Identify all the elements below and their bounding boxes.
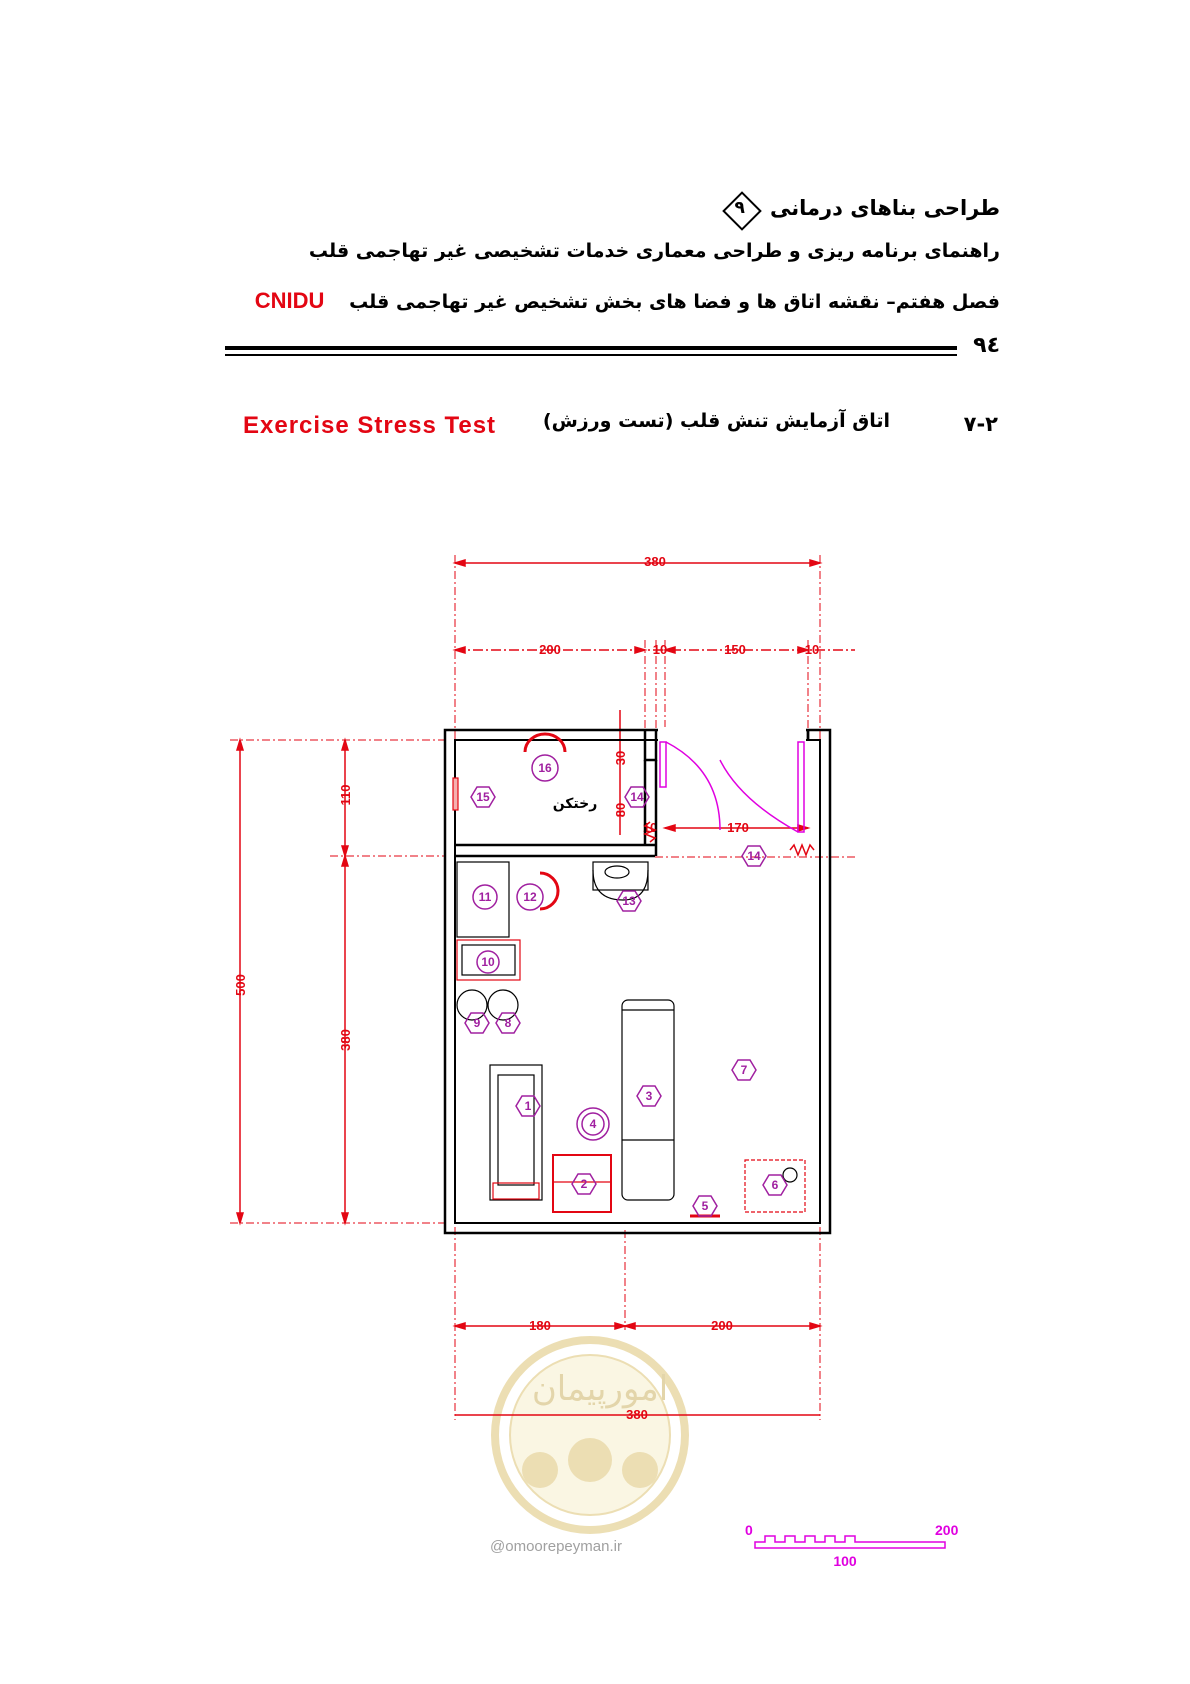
dim-bottom-total: 380 <box>626 1407 648 1422</box>
tag-15: 15 <box>476 790 490 804</box>
tag-8: 8 <box>504 1016 512 1030</box>
guide-title: راهنمای برنامه ریزی و طراحی معماری خدمات تشخیصی غیر تهاجمی قلب <box>308 240 1000 262</box>
walls <box>445 730 830 1233</box>
doors <box>660 742 804 832</box>
book-title-text: طراحی بناهای درمانی <box>770 196 1000 220</box>
tag-10: 10 <box>481 955 495 969</box>
dim-left-500: 500 <box>233 974 248 996</box>
tag-13: 13 <box>622 894 636 908</box>
tag-1: 1 <box>524 1099 532 1113</box>
dim-inner-10: 10 <box>642 820 658 835</box>
tag-2: 2 <box>580 1177 588 1191</box>
tag-16: 16 <box>538 761 552 775</box>
tag-14b: 14 <box>747 849 761 863</box>
section-title-fa: اتاق آزمایش تنش قلب (تست ورزش) <box>542 410 890 432</box>
scale-mid: 100 <box>833 1553 857 1569</box>
dim-top-10b: 10 <box>804 642 820 657</box>
watermark-text: امورپیمان <box>531 1369 669 1409</box>
tag-14a: 14 <box>630 790 644 804</box>
scale-end: 200 <box>935 1522 959 1538</box>
extension-lines <box>230 555 855 1420</box>
tag-7: 7 <box>740 1063 748 1077</box>
tag-3: 3 <box>645 1089 653 1103</box>
dim-left-380: 380 <box>338 1029 353 1051</box>
scale-start: 0 <box>745 1522 753 1538</box>
dim-top-10a: 10 <box>652 642 668 657</box>
dim-left-110: 110 <box>338 784 353 806</box>
dimension-lines <box>237 560 855 1415</box>
dim-top-total: 380 <box>644 554 666 569</box>
page-number: ۹٤ <box>973 333 1000 358</box>
tag-11: 11 <box>478 890 492 904</box>
tag-12: 12 <box>523 890 537 904</box>
tag-4: 4 <box>589 1117 597 1131</box>
tag-5: 5 <box>701 1199 709 1213</box>
dim-inner-170: 170 <box>727 820 749 835</box>
dim-top-200: 200 <box>539 642 561 657</box>
section-title-en: Exercise Stress Test <box>243 412 497 439</box>
tag-9: 9 <box>473 1016 481 1030</box>
section-number: ۷-۲ <box>963 412 998 436</box>
scale-bar <box>745 1522 959 1569</box>
watermark-seal <box>495 1340 685 1530</box>
door-opening <box>658 727 806 743</box>
watermark-url: @omoorepeyman.ir <box>490 1538 622 1555</box>
room-label-changing: رختکن <box>552 796 598 812</box>
chapter-code: CNIDU <box>254 288 325 313</box>
volume-number: ۹ <box>734 198 745 218</box>
dim-bottom-180: 180 <box>529 1318 551 1333</box>
furniture <box>453 734 805 1216</box>
dim-bottom-200: 200 <box>711 1318 733 1333</box>
chapter-title-text: فصل هفتم– نقشه اتاق ها و فضا های بخش تشخیص غیر تهاجمی قلب <box>349 291 1000 313</box>
dim-inner-80: 80 <box>613 802 628 818</box>
tag-6: 6 <box>771 1178 779 1192</box>
dim-top-150: 150 <box>724 642 746 657</box>
dim-inner-30: 30 <box>613 750 628 766</box>
